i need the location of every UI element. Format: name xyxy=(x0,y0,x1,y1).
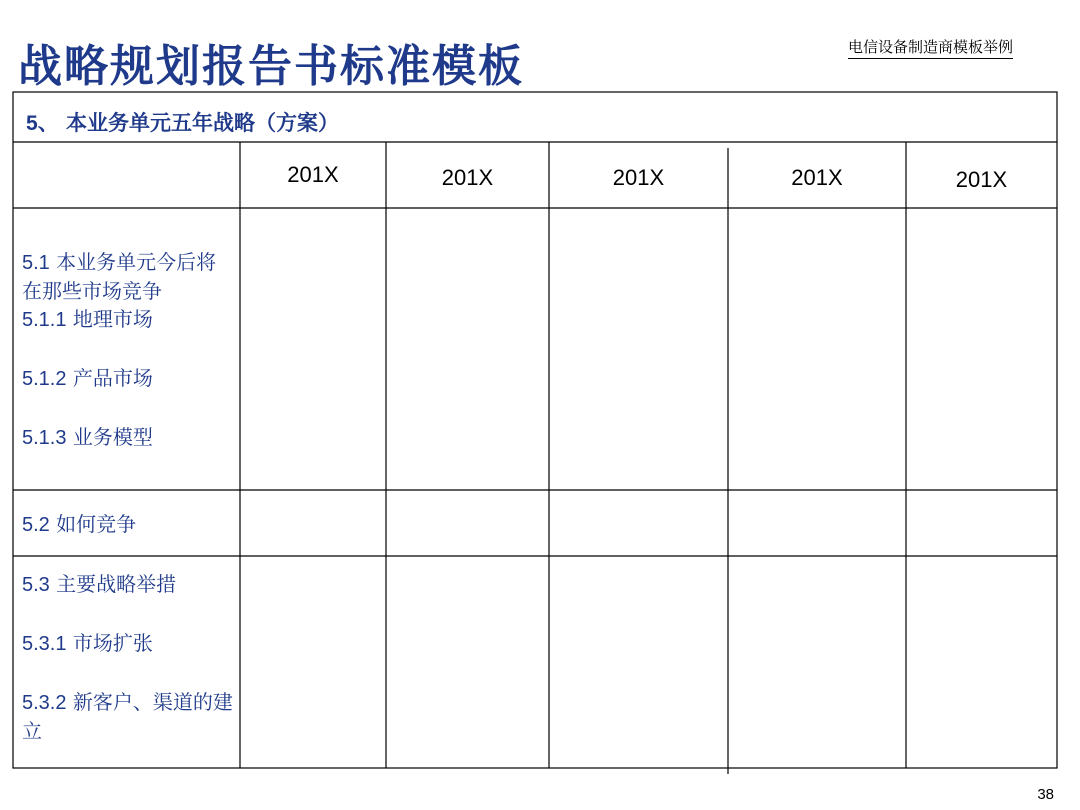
item-code: 5.1.1 xyxy=(22,309,67,331)
row-item xyxy=(22,364,234,393)
section-number: 5 xyxy=(26,112,38,135)
item-text: 本业务单元今后将在那些市场竞争 xyxy=(22,250,217,303)
year-header-2: 201X xyxy=(441,165,494,190)
year-header-3: 201X xyxy=(612,165,665,190)
row-item xyxy=(22,423,234,452)
section-title: 、 本业务单元五年战略（方案） xyxy=(37,110,339,135)
page-title: 战略规划报告书标准模板 xyxy=(18,41,524,92)
page-number: 38 xyxy=(1037,786,1054,803)
item-code: 5.2 xyxy=(22,514,50,536)
year-header-5: 201X xyxy=(955,167,1008,192)
row-item xyxy=(22,248,234,305)
item-code: 5.3.1 xyxy=(22,633,67,655)
item-text: 地理市场 xyxy=(66,307,153,331)
row-label-5-1 xyxy=(22,248,234,452)
row-label-5-3 xyxy=(22,570,234,745)
item-text: 如何竞争 xyxy=(49,512,137,536)
item-text: 市场扩张 xyxy=(66,631,153,655)
item-text: 产品市场 xyxy=(66,366,153,390)
row-item xyxy=(22,510,234,539)
item-code: 5.1.3 xyxy=(22,427,67,449)
item-code: 5.3 xyxy=(22,574,50,596)
item-text: 业务模型 xyxy=(66,425,153,449)
item-code: 5.1.2 xyxy=(22,368,67,390)
template-subtitle: 电信设备制造商模板举例 xyxy=(848,36,1013,59)
row-label-5-2 xyxy=(22,510,234,539)
row-item xyxy=(22,305,234,334)
section-header xyxy=(26,107,339,137)
row-item xyxy=(22,688,234,745)
item-code: 5.1 xyxy=(22,252,50,274)
year-header-1: 201X xyxy=(287,162,339,187)
year-header-4: 201X xyxy=(791,165,843,190)
item-text: 新客户、渠道的建立 xyxy=(22,690,233,743)
row-item xyxy=(22,570,234,599)
row-item xyxy=(22,629,234,658)
item-code: 5.3.2 xyxy=(22,692,67,714)
item-text: 主要战略举措 xyxy=(49,572,177,596)
